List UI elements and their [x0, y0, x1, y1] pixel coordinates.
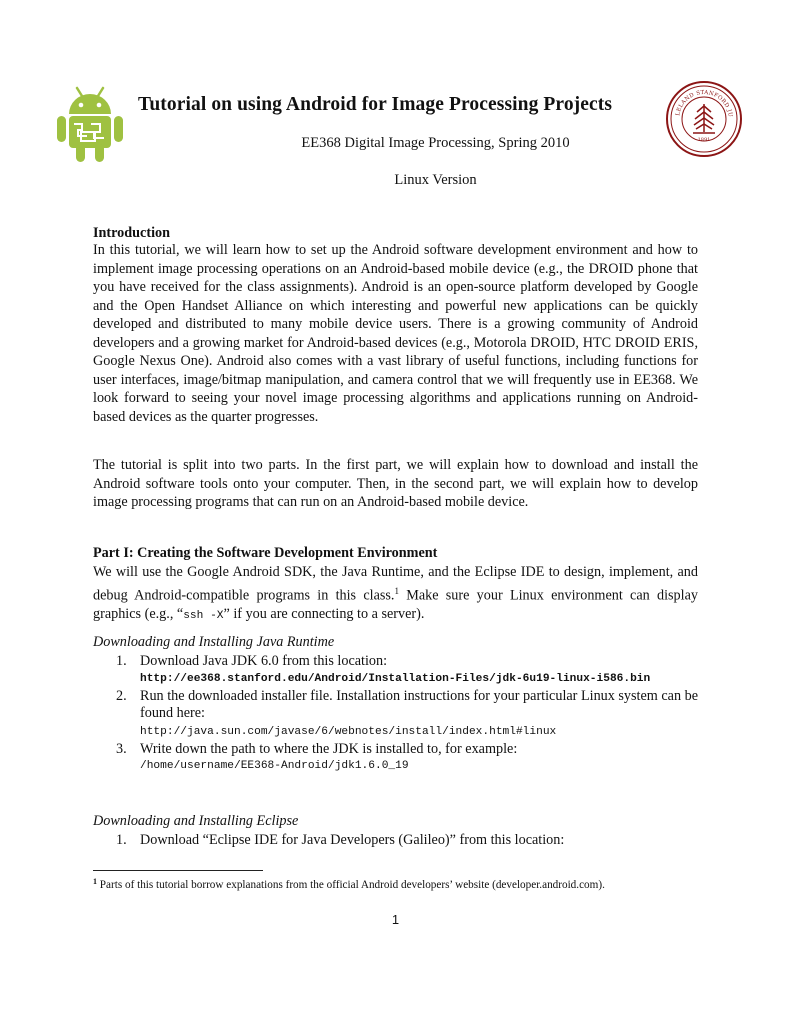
step-number: 1.	[116, 832, 127, 848]
document-version: Linux Version	[394, 172, 477, 188]
step-number: 2.	[116, 687, 127, 704]
java-section-heading: Downloading and Installing Java Runtime	[93, 634, 335, 650]
seal-text: LELAND STANFORD JU	[675, 89, 734, 118]
footnote	[93, 879, 713, 891]
step-text: Download Java JDK 6.0 from this location:	[140, 653, 388, 669]
footnote-divider	[93, 870, 263, 871]
introduction-paragraph-1: In this tutorial, we will learn how to set up the Android software development environment and how to implement image processing operations on an Android-based mobile device (e.g., the DROID phone that you have received for the class assignments). Android is an open-source platform developed by Google and the Open Handset Alliance on which interesting and powerful new applications can be quickly developed and distributed to many mobile device users. There is a growing community of Android developers and a growing market for Android-based devices (e.g., Motorola DROID, HTC DROID ERIS, Google Nexus One). Android also comes with a vast library of useful functions, including functions for user interfaces, image/bitmap manipulation, and camera control that we will frequently use in EE368. We look forward to seeing your novel image processing algorithms and applications running on Android-based devices as the quarter progresses.	[93, 242, 698, 425]
footnote-reference[interactable]: 1	[394, 585, 399, 596]
document-subtitle: EE368 Digital Image Processing, Spring 2010	[301, 135, 570, 151]
jdk-path-code: /home/username/EE368-Android/jdk1.6.0_19	[140, 760, 409, 772]
step-text: Download “Eclipse IDE for Java Developers (Galileo)” from this location:	[140, 832, 565, 848]
eclipse-steps-list	[93, 832, 698, 850]
eclipse-step-1	[93, 832, 698, 850]
jdk-download-url-link[interactable]: http://ee368.stanford.edu/Android/Installation-Files/jdk-6u19-linux-i586.bin	[140, 672, 651, 685]
footnote-text: Parts of this tutorial borrow explanations from the official Android developers’ website (developer.android.com).	[99, 879, 605, 891]
java-steps-list	[93, 653, 698, 773]
java-step-3	[93, 741, 698, 774]
seal-year: 1891	[697, 137, 711, 143]
part1-intro-paragraph	[93, 563, 698, 625]
part1-intro-text-a: We will use the Google Android SDK, the Java Runtime, and the Eclipse IDE to design, implement, and debug Android-compatible programs in this class.	[93, 564, 698, 604]
part1-intro-text-b: Make sure your Linux environment can display graphics (e.g., “	[93, 587, 698, 622]
part1-intro-text-c: ” if you are connecting to a server).	[223, 605, 425, 622]
java-step-2	[93, 688, 698, 739]
eclipse-section-heading: Downloading and Installing Eclipse	[93, 813, 299, 829]
part1-heading: Part I: Creating the Software Development Environment	[93, 545, 438, 561]
step-number: 3.	[116, 740, 127, 757]
ssh-command-code: ssh -X	[183, 609, 224, 622]
android-logo-icon	[55, 84, 125, 164]
footnote-mark: 1	[93, 877, 97, 886]
java-step-1	[93, 653, 698, 686]
step-text: Run the downloaded installer file. Installation instructions for your particular Linux system can be found here:	[140, 687, 698, 721]
document-title: Tutorial on using Android for Image Processing Projects	[138, 94, 613, 115]
introduction-paragraph-2: The tutorial is split into two parts. In the first part, we will explain how to download and install the Android software tools onto your computer. Then, in the second part, we will explain how to develop image processing programs that can run on an Android-based mobile device.	[93, 457, 698, 510]
introduction-heading: Introduction	[93, 225, 170, 241]
step-text: Write down the path to where the JDK is installed to, for example:	[140, 740, 518, 757]
install-instructions-url-link[interactable]: http://java.sun.com/javase/6/webnotes/install/index.html#linux	[140, 725, 557, 738]
page-number: 1	[391, 912, 400, 927]
step-number: 1.	[116, 653, 127, 669]
